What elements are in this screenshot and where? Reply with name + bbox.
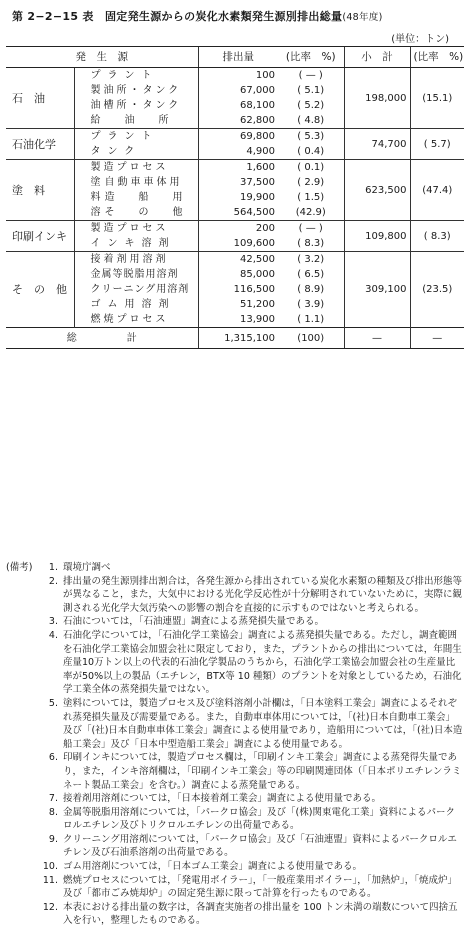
source-cell [74, 236, 198, 252]
note-item [6, 615, 464, 629]
note-item [6, 561, 464, 575]
source-cell [74, 205, 198, 221]
ratio-cell: ( 3.9) [297, 299, 325, 310]
amount-cell: 67,000 [198, 83, 278, 98]
ratio-cell: ( 0.1) [278, 160, 344, 176]
ratio-cell: ( 2.9) [297, 177, 325, 188]
source-cell [74, 190, 198, 205]
note-item [6, 901, 464, 928]
header-subtotal: 小 計 [344, 47, 410, 68]
note-item [6, 792, 464, 806]
amount-cell: 116,500 [198, 282, 278, 297]
emissions-table [6, 46, 464, 349]
note-item [6, 629, 464, 697]
note-text: 金属等脱脂用溶剤については，「パークロ協会」及び「(株)関東電化工業」資料によるパークロルエチレン及びトリクロルエチレンの出荷量である。 [63, 806, 455, 832]
group-label: 石 油 [6, 68, 74, 129]
source-name: ゴム用溶剤 [90, 299, 176, 310]
source-name: 製造プロセス [90, 223, 169, 234]
ratio-cell: ( 0.4) [297, 146, 325, 157]
source-cell [74, 160, 198, 176]
note-text: クリーニング用溶剤については，「パークロ協会」及び「石油連盟」資料によるパークロルエチレン及び石油系溶剤の出荷量である。 [63, 833, 457, 859]
ratio-cell: ( 1.5) [297, 192, 325, 203]
note-text: 燃焼プロセスについては，「発電用ボイラー」，「一般産業用ボイラー」，「加熱炉」，「焼成炉」及び「都市ごみ焼却炉」の固定発生源に限って計算を行ったものである。 [63, 874, 458, 900]
notes-label: (備考) [6, 562, 33, 573]
total-subtotal: — [344, 328, 410, 349]
source-name: インキ溶剤 [90, 238, 176, 249]
amount-cell: 100 [198, 68, 278, 84]
subtotal-ratio-cell: ( 8.3) [410, 221, 464, 252]
source-name: 造 船 用 [104, 192, 190, 203]
source-name: 給 油 所 [90, 115, 176, 126]
note-item [6, 806, 464, 833]
amount-cell: 200 [198, 221, 278, 237]
group-label: 塗 料 [6, 160, 74, 221]
note-number: 4. [48, 629, 58, 641]
source-name: 燃焼プロセス [90, 314, 169, 325]
source-name: プラント [90, 131, 159, 142]
note-number: 11. [42, 874, 58, 886]
note-item [6, 833, 464, 860]
title-year: (48年度) [342, 12, 383, 23]
solvent-label-char: 塗 [90, 177, 104, 188]
note-number: 1. [48, 562, 58, 573]
ratio-cell: ( 8.9) [297, 284, 325, 295]
amount-cell: 85,000 [198, 267, 278, 282]
note-number: 5. [48, 697, 58, 709]
source-cell [74, 267, 198, 282]
ratio-cell: ( — ) [278, 221, 344, 237]
note-text: 石油については，「石油連盟」調査による蒸発損失量である。 [63, 616, 325, 628]
note-item [6, 860, 464, 874]
amount-cell: 37,500 [198, 175, 278, 190]
notes-list [6, 561, 464, 928]
source-cell [74, 113, 198, 129]
solvent-label-char: 料 [90, 192, 108, 203]
source-name: クリーニング用溶剤 [90, 284, 190, 295]
total-ratio2: — [410, 328, 464, 349]
note-text: ゴム用溶剤については，「日本ゴム工業会」調査による使用量である。 [63, 861, 363, 873]
source-cell [74, 175, 198, 190]
note-number: 2. [48, 575, 58, 587]
note-item [6, 751, 464, 792]
source-name: そ の 他 [104, 207, 190, 218]
subtotal-cell: 623,500 [344, 160, 410, 221]
note-text: 塗料については，製造プロセス及び塗料溶剤小計欄は，「日本塗料工業会」調査によるそれぞれ蒸発損失量及び需要量である。また，自動車車体用については，「(社)日本自動車工業会」及び「(社)日本自動車車体工業会」調査による使用量であり，造船用については，「(社)日本造船工業会」及び「日本中型造船工業会」調査による使用量である。 [63, 697, 463, 750]
note-text: 排出量の発生源別排出割合は，各発生源から排出されている炭化水素類の種類及び排出形態等が異なること，また，大気中における光化学反応性が十分解明されていないために，実際に観測される光化学大気汚染への影響の割合を直接的に示すものではないと考えられる。 [63, 575, 463, 614]
note-text: 接着剤用溶剤については，「日本接着剤工業会」調査による使用量である。 [63, 793, 382, 805]
note-text: 本表における排出量の数字は，各調査実施者の排出量を 100 トン未満の端数について四捨五入を行い，整理したものである。 [63, 901, 458, 927]
source-name: 金属等脱脂用溶剤 [90, 269, 179, 280]
note-number: 10. [42, 861, 58, 873]
source-cell [74, 144, 198, 160]
subtotal-ratio-cell: ( 5.7) [410, 129, 464, 160]
ratio-cell: ( 4.8) [297, 115, 325, 126]
ratio-cell: ( 5.2) [297, 100, 325, 111]
subtotal-cell: 109,800 [344, 221, 410, 252]
unit-label: (単位：トン) [391, 34, 449, 45]
amount-cell: 51,200 [198, 297, 278, 312]
table-header-row [6, 47, 464, 68]
amount-cell: 68,100 [198, 98, 278, 113]
source-name: 製造プロセス [90, 162, 169, 173]
header-source: 発 生 源 [6, 47, 198, 68]
source-name: 油槽所・タンク [90, 100, 182, 111]
total-row [6, 328, 464, 349]
amount-cell: 564,500 [198, 205, 278, 221]
ratio-cell: (42.9) [295, 207, 326, 218]
note-text: 印刷インキについては，製造プロセス欄は，「印刷インキ工業会」調査による蒸発得失量であり，また，インキ溶剤欄は，「印刷インキ工業会」等の印刷関連団体（「日本ポリエチレンラミネート製品工業会」を含む。）調査による蒸発量である。 [63, 752, 462, 791]
table-row [6, 221, 464, 237]
source-name: タンク [90, 146, 142, 157]
source-cell [74, 282, 198, 297]
subtotal-ratio-cell: (47.4) [410, 160, 464, 221]
table-title: 第 2−2−15 表 固定発生源からの炭化水素類発生源別排出総量(48年度) [12, 10, 383, 23]
source-name: プラント [90, 70, 159, 81]
source-name: 接着剤用溶剤 [90, 254, 169, 265]
header-ratio2: (比率 %) [410, 47, 464, 68]
solvent-label-char: 溶 [90, 207, 108, 218]
table-row [6, 129, 464, 145]
note-item [6, 575, 464, 616]
total-amount: 1,315,100 [198, 328, 278, 349]
group-label: 石油化学 [6, 129, 74, 160]
table-row [6, 252, 464, 268]
source-cell [74, 129, 198, 145]
amount-cell: 19,900 [198, 190, 278, 205]
note-number: 6. [48, 752, 58, 764]
note-text: 環境庁調べ [63, 562, 111, 573]
source-cell [74, 297, 198, 312]
total-label: 総 計 [6, 328, 198, 349]
subtotal-cell: 309,100 [344, 252, 410, 328]
source-cell [74, 312, 198, 328]
group-label: そ の 他 [6, 252, 74, 328]
note-number: 12. [42, 901, 58, 913]
source-cell [74, 83, 198, 98]
subtotal-cell: 74,700 [344, 129, 410, 160]
ratio-cell: ( 5.3) [278, 129, 344, 145]
notes-section [6, 561, 464, 928]
note-item [6, 697, 464, 751]
subtotal-cell: 198,000 [344, 68, 410, 129]
header-ratio: (比率 %) [278, 47, 344, 68]
table-row [6, 160, 464, 176]
source-name: 製油所・タンク [90, 85, 182, 96]
source-cell [74, 221, 198, 237]
total-ratio: (100) [278, 328, 344, 349]
source-name: 自動車車体用 [104, 177, 183, 188]
table-row [6, 68, 464, 84]
ratio-cell: ( 5.1) [297, 85, 325, 96]
note-text: 石油化学については，「石油化学工業協会」調査による蒸発損失量である。ただし，調査範囲を石油化学工業協会加盟会社に限定しており，また，プラントからの排出については，年間生産量10万トン以上の代表的石油化学製品のうちから，石油化学工業協会加盟会社の生産量比率が50%以上の製品（エチレン，BTX等 10 種類）のプラントを対象としているため，石油化学工業全体の蒸発損失量ではない。 [63, 629, 462, 696]
ratio-cell: ( 8.3) [297, 238, 325, 249]
ratio-cell: ( 1.1) [297, 314, 325, 325]
amount-cell: 1,600 [198, 160, 278, 176]
ratio-cell: ( 3.2) [278, 252, 344, 268]
note-item [6, 874, 464, 901]
subtotal-ratio-cell: (15.1) [410, 68, 464, 129]
amount-cell: 4,900 [198, 144, 278, 160]
amount-cell: 109,600 [198, 236, 278, 252]
group-label: 印刷インキ [6, 221, 74, 252]
source-cell [74, 98, 198, 113]
source-cell [74, 252, 198, 268]
amount-cell: 42,500 [198, 252, 278, 268]
amount-cell: 62,800 [198, 113, 278, 129]
note-number: 9. [48, 833, 58, 845]
note-number: 3. [48, 616, 58, 628]
source-cell [74, 68, 198, 84]
ratio-cell: ( 6.5) [297, 269, 325, 280]
subtotal-ratio-cell: (23.5) [410, 252, 464, 328]
note-number: 8. [48, 806, 58, 818]
amount-cell: 69,800 [198, 129, 278, 145]
ratio-cell: ( — ) [278, 68, 344, 84]
header-amount: 排出量 [198, 47, 278, 68]
note-number: 7. [48, 793, 58, 805]
amount-cell: 13,900 [198, 312, 278, 328]
